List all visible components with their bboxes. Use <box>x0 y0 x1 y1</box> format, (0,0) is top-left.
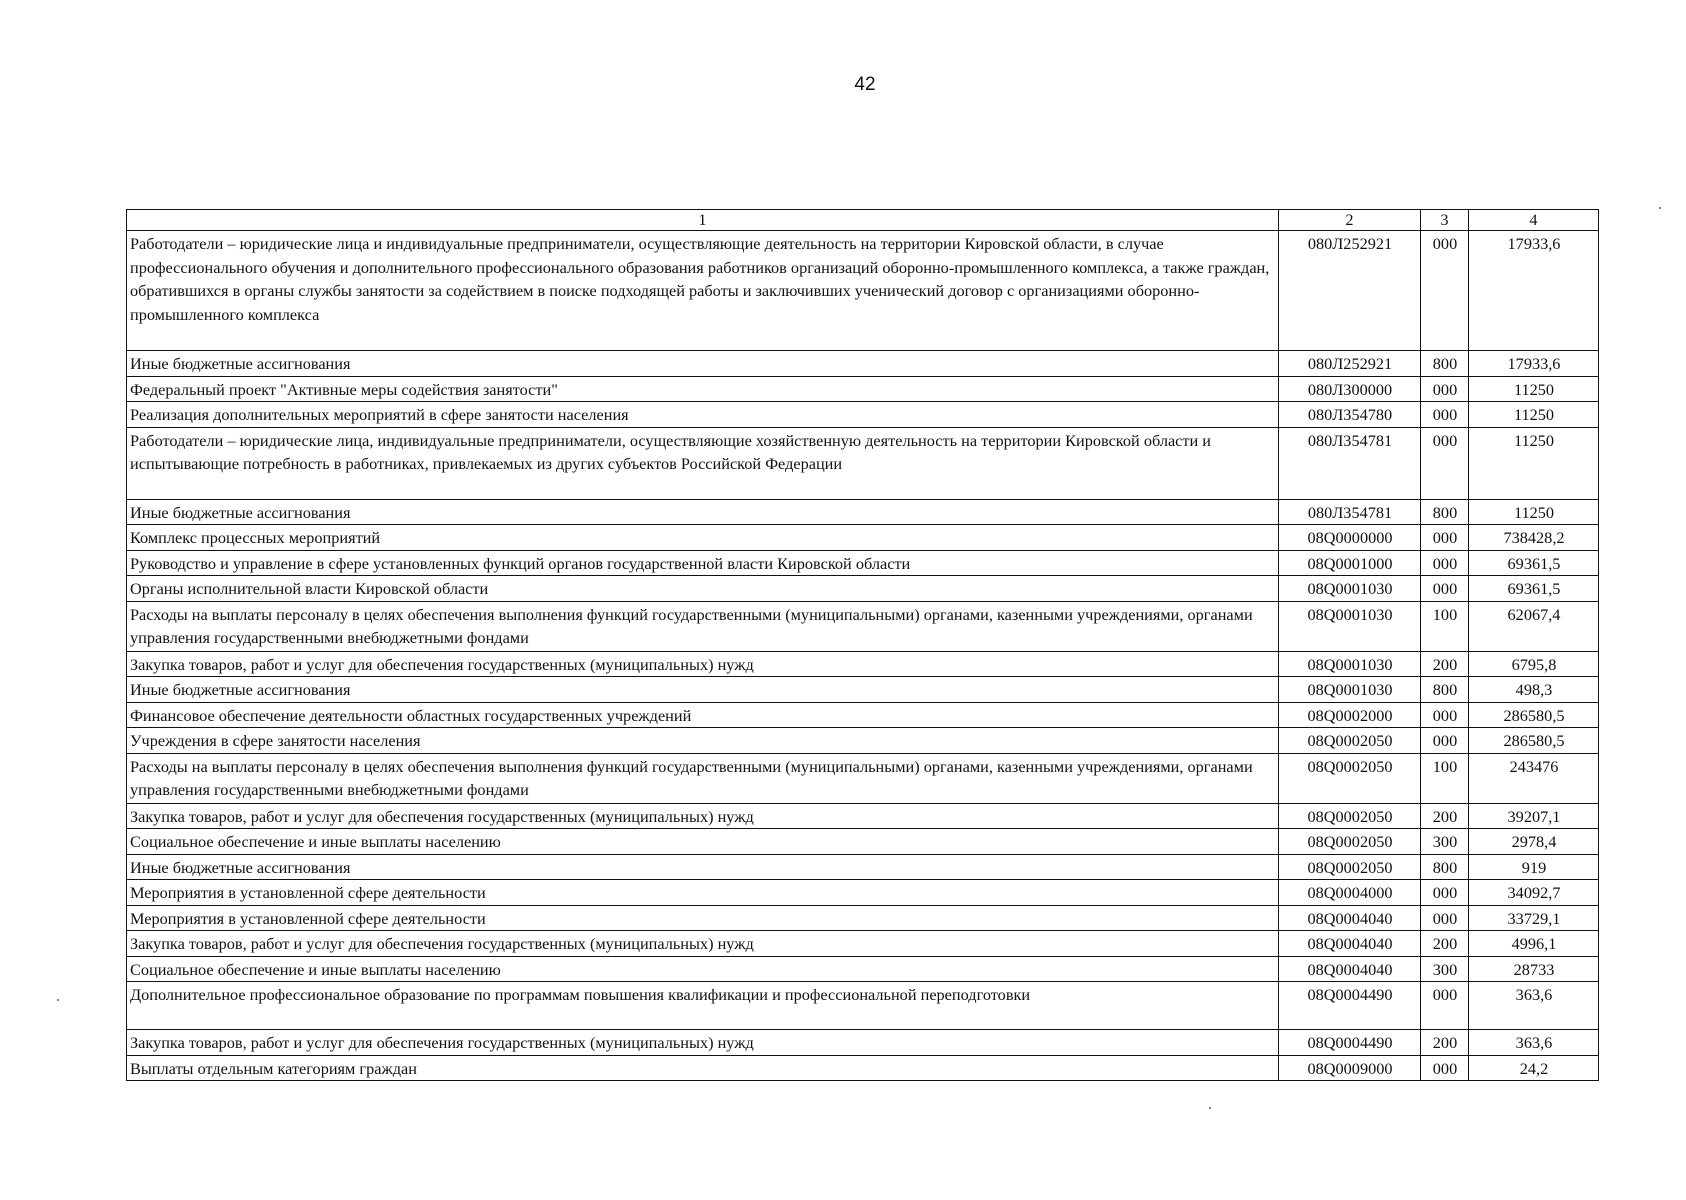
row-type: 000 <box>1421 880 1469 906</box>
row-amount: 4996,1 <box>1469 931 1599 957</box>
row-type: 000 <box>1421 525 1469 551</box>
table-row <box>127 905 1599 931</box>
row-code: 08Q0004040 <box>1279 931 1421 957</box>
row-amount: 286580,5 <box>1469 702 1599 728</box>
table-row <box>127 1030 1599 1056</box>
table-row <box>127 499 1599 525</box>
row-type: 000 <box>1421 982 1469 1030</box>
row-type: 000 <box>1421 550 1469 576</box>
scan-speck <box>1209 1107 1211 1109</box>
row-name: Руководство и управление в сфере установленных функций органов государственной власти Кировской области <box>127 550 1279 576</box>
row-name: Социальное обеспечение и иные выплаты населению <box>127 829 1279 855</box>
row-type: 000 <box>1421 427 1469 499</box>
row-code: 080Л252921 <box>1279 351 1421 377</box>
row-type: 200 <box>1421 931 1469 957</box>
table-row <box>127 402 1599 428</box>
row-amount: 738428,2 <box>1469 525 1599 551</box>
row-type: 100 <box>1421 601 1469 651</box>
row-amount: 62067,4 <box>1469 601 1599 651</box>
table-row <box>127 677 1599 703</box>
row-amount: 33729,1 <box>1469 905 1599 931</box>
row-code: 08Q0004000 <box>1279 880 1421 906</box>
table-row <box>127 829 1599 855</box>
row-name: Закупка товаров, работ и услуг для обеспечения государственных (муниципальных) нужд <box>127 1030 1279 1056</box>
table-row <box>127 753 1599 803</box>
row-type: 000 <box>1421 728 1469 754</box>
row-code: 08Q0002050 <box>1279 728 1421 754</box>
table-header-row <box>127 210 1599 231</box>
row-name: Закупка товаров, работ и услуг для обеспечения государственных (муниципальных) нужд <box>127 651 1279 677</box>
row-type: 800 <box>1421 854 1469 880</box>
row-name: Реализация дополнительных мероприятий в сфере занятости населения <box>127 402 1279 428</box>
row-amount: 17933,6 <box>1469 231 1599 351</box>
table-row <box>127 956 1599 982</box>
row-code: 08Q0001000 <box>1279 550 1421 576</box>
row-type: 000 <box>1421 376 1469 402</box>
row-name: Закупка товаров, работ и услуг для обеспечения государственных (муниципальных) нужд <box>127 803 1279 829</box>
row-code: 080Л252921 <box>1279 231 1421 351</box>
row-type: 800 <box>1421 351 1469 377</box>
row-type: 000 <box>1421 576 1469 602</box>
row-amount: 243476 <box>1469 753 1599 803</box>
row-name: Социальное обеспечение и иные выплаты населению <box>127 956 1279 982</box>
row-code: 08Q0001030 <box>1279 677 1421 703</box>
table-row <box>127 702 1599 728</box>
table-row <box>127 231 1599 351</box>
table-row <box>127 651 1599 677</box>
row-amount: 286580,5 <box>1469 728 1599 754</box>
row-name: Работодатели – юридические лица и индивидуальные предприниматели, осуществляющие деятельность на территории Кировской области, в случае профессионального обучения и дополнительного профессионального образования работников организаций оборонно-промышленного комплекса, а также граждан, обратившихся в органы службы занятости за содействием в поиске подходящей работы и заключивших ученический договор с организациями оборонно-промышленного комплекса <box>127 231 1279 351</box>
row-code: 080Л354781 <box>1279 499 1421 525</box>
row-code: 08Q0002050 <box>1279 829 1421 855</box>
table-row <box>127 525 1599 551</box>
row-code: 080Л354780 <box>1279 402 1421 428</box>
row-amount: 6795,8 <box>1469 651 1599 677</box>
row-type: 800 <box>1421 677 1469 703</box>
row-name: Комплекс процессных мероприятий <box>127 525 1279 551</box>
table-row <box>127 803 1599 829</box>
row-amount: 11250 <box>1469 402 1599 428</box>
row-amount: 363,6 <box>1469 1030 1599 1056</box>
row-name: Иные бюджетные ассигнования <box>127 677 1279 703</box>
table-row <box>127 550 1599 576</box>
row-name: Органы исполнительной власти Кировской области <box>127 576 1279 602</box>
row-code: 08Q0001030 <box>1279 601 1421 651</box>
row-name: Работодатели – юридические лица, индивидуальные предприниматели, осуществляющие хозяйственную деятельность на территории Кировской области и испытывающие потребность в работниках, привлекаемых из других субъектов Российской Федерации <box>127 427 1279 499</box>
row-name: Федеральный проект "Активные меры содействия занятости" <box>127 376 1279 402</box>
row-amount: 34092,7 <box>1469 880 1599 906</box>
row-name: Учреждения в сфере занятости населения <box>127 728 1279 754</box>
row-code: 08Q0004490 <box>1279 1030 1421 1056</box>
row-type: 000 <box>1421 402 1469 428</box>
header-cell-amount: 4 <box>1469 210 1599 231</box>
row-type: 200 <box>1421 1030 1469 1056</box>
row-code: 08Q0002050 <box>1279 854 1421 880</box>
row-name: Расходы на выплаты персоналу в целях обеспечения выполнения функций государственными (муниципальными) органами, казенными учреждениями, органами управления государственными внебюджетными фондами <box>127 601 1279 651</box>
row-type: 100 <box>1421 753 1469 803</box>
row-type: 800 <box>1421 499 1469 525</box>
table-row <box>127 854 1599 880</box>
row-name: Финансовое обеспечение деятельности областных государственных учреждений <box>127 702 1279 728</box>
row-amount: 24,2 <box>1469 1055 1599 1081</box>
row-type: 000 <box>1421 231 1469 351</box>
header-cell-type: 3 <box>1421 210 1469 231</box>
scan-speck <box>57 999 59 1001</box>
header-cell-name: 1 <box>127 210 1279 231</box>
table-row <box>127 427 1599 499</box>
row-type: 200 <box>1421 803 1469 829</box>
row-code: 08Q0001030 <box>1279 576 1421 602</box>
row-code: 08Q0000000 <box>1279 525 1421 551</box>
row-type: 200 <box>1421 651 1469 677</box>
table-row <box>127 1055 1599 1081</box>
table-row <box>127 351 1599 377</box>
budget-table <box>126 209 1599 1081</box>
row-name: Иные бюджетные ассигнования <box>127 499 1279 525</box>
row-name: Дополнительное профессиональное образование по программам повышения квалификации и профессиональной переподготовки <box>127 982 1279 1030</box>
row-code: 08Q0004040 <box>1279 905 1421 931</box>
row-type: 300 <box>1421 956 1469 982</box>
scan-speck <box>1659 207 1661 209</box>
row-name: Иные бюджетные ассигнования <box>127 854 1279 880</box>
row-name: Мероприятия в установленной сфере деятельности <box>127 880 1279 906</box>
row-code: 08Q0002050 <box>1279 803 1421 829</box>
row-code: 08Q0002000 <box>1279 702 1421 728</box>
row-code: 08Q0004040 <box>1279 956 1421 982</box>
row-type: 000 <box>1421 1055 1469 1081</box>
row-amount: 919 <box>1469 854 1599 880</box>
header-cell-code: 2 <box>1279 210 1421 231</box>
row-code: 08Q0009000 <box>1279 1055 1421 1081</box>
row-type: 000 <box>1421 702 1469 728</box>
row-code: 08Q0002050 <box>1279 753 1421 803</box>
row-amount: 498,3 <box>1469 677 1599 703</box>
row-name: Расходы на выплаты персоналу в целях обеспечения выполнения функций государственными (муниципальными) органами, казенными учреждениями, органами управления государственными внебюджетными фондами <box>127 753 1279 803</box>
row-amount: 69361,5 <box>1469 550 1599 576</box>
row-amount: 69361,5 <box>1469 576 1599 602</box>
page-number: 42 <box>854 74 876 95</box>
row-amount: 17933,6 <box>1469 351 1599 377</box>
table-row <box>127 880 1599 906</box>
row-amount: 363,6 <box>1469 982 1599 1030</box>
row-name: Выплаты отдельным категориям граждан <box>127 1055 1279 1081</box>
table-row <box>127 576 1599 602</box>
row-code: 08Q0001030 <box>1279 651 1421 677</box>
row-code: 080Л300000 <box>1279 376 1421 402</box>
row-code: 080Л354781 <box>1279 427 1421 499</box>
table-row <box>127 982 1599 1030</box>
row-amount: 11250 <box>1469 427 1599 499</box>
row-amount: 2978,4 <box>1469 829 1599 855</box>
row-amount: 39207,1 <box>1469 803 1599 829</box>
row-amount: 11250 <box>1469 376 1599 402</box>
row-name: Иные бюджетные ассигнования <box>127 351 1279 377</box>
row-amount: 11250 <box>1469 499 1599 525</box>
row-code: 08Q0004490 <box>1279 982 1421 1030</box>
row-name: Мероприятия в установленной сфере деятельности <box>127 905 1279 931</box>
table-row <box>127 376 1599 402</box>
row-amount: 28733 <box>1469 956 1599 982</box>
row-type: 300 <box>1421 829 1469 855</box>
table-row <box>127 728 1599 754</box>
table-row <box>127 601 1599 651</box>
table-row <box>127 931 1599 957</box>
row-type: 000 <box>1421 905 1469 931</box>
row-name: Закупка товаров, работ и услуг для обеспечения государственных (муниципальных) нужд <box>127 931 1279 957</box>
